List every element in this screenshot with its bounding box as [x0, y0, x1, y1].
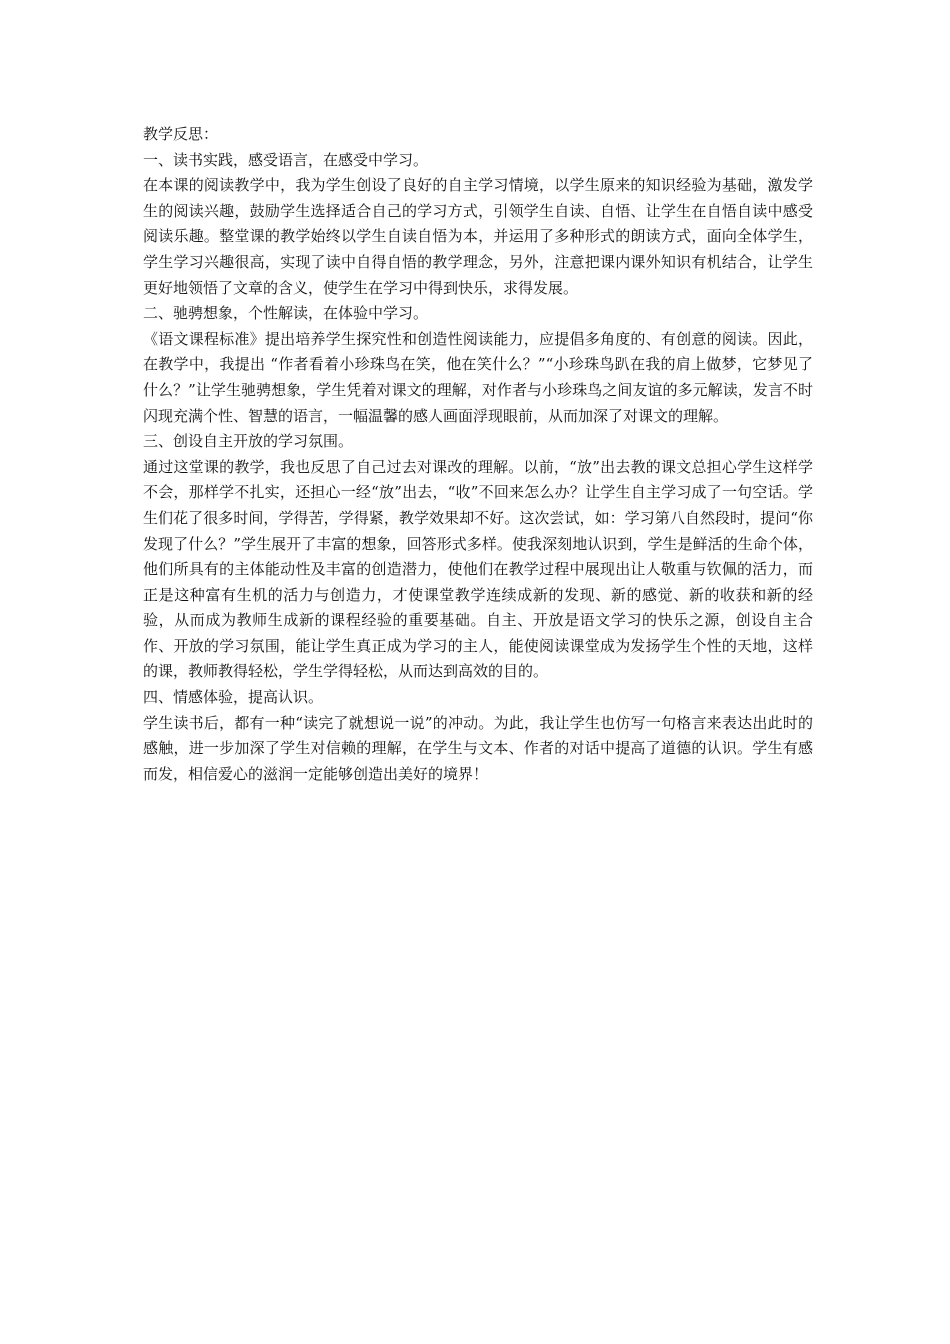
document-page — [143, 122, 813, 787]
section-3-heading: 三、创设自主开放的学习氛围。 — [143, 432, 354, 451]
section-4-heading: 四、情感体验，提高认识。 — [143, 688, 324, 707]
section-2-body: 《语文课程标准》提出培养学生探究性和创造性阅读能力，应提倡多角度的、有创意的阅读。因此，在教学中，我提出 “作者看着小珍珠鸟在笑，他在笑什么？”“小珍珠鸟趴在我的肩上做梦，它梦见了什么？”让学生驰骋想象，学生凭着对课文的理解，对作者与小珍珠鸟之间友谊的多元解读，发言不时闪现充满个性、智慧的语言，一幅温馨的感人画面浮现眼前，从而加深了对课文的理解。 — [143, 329, 813, 425]
section-4-body: 学生读书后，都有一种“读完了就想说一说”的冲动。为此，我让学生也仿写一句格言来表达出此时的感触，进一步加深了学生对信赖的理解，在学生与文本、作者的对话中提高了道德的认识。学生有感而发，相信爱心的滋润一定能够创造出美好的境界！ — [143, 713, 813, 783]
section-2-heading: 二、驰骋想象，个性解读，在体验中学习。 — [143, 304, 429, 323]
section-3-body: 通过这堂课的教学，我也反思了自己过去对课改的理解。以前，“放”出去教的课文总担心学生这样学不会，那样学不扎实，还担心一经“放”出去，“收”不回来怎么办？让学生自主学习成了一句空话。学生们花了很多时间，学得苦，学得紧，教学效果却不好。这次尝试，如：学习第八自然段时，提问“你发现了什么？”学生展开了丰富的想象，回答形式多样。使我深刻地认识到，学生是鲜活的生命个体，他们所具有的主体能动性及丰富的创造潜力，使他们在教学过程中展现出让人敬重与钦佩的活力，而正是这种富有生机的活力与创造力，才使课堂教学连续成新的发现、新的感觉、新的收获和新的经验，从而成为教师生成新的课程经验的重要基础。自主、开放是语文学习的快乐之源，创设自主合作、开放的学习氛围，能让学生真正成为学习的主人，能使阅读课堂成为发扬学生个性的天地，这样的课，教师教得轻松，学生学得轻松，从而达到高效的目的。 — [143, 457, 813, 681]
section-1-heading: 一、读书实践，感受语言，在感受中学习。 — [143, 150, 429, 169]
document-title: 教学反思： — [143, 125, 219, 143]
section-1-body: 在本课的阅读教学中，我为学生创设了良好的自主学习情境，以学生原来的知识经验为基础，激发学生的阅读兴趣，鼓励学生选择适合自己的学习方式，引领学生自读、自悟、让学生在自悟自读中感受阅读乐趣。整堂课的教学始终以学生自读自悟为本，并运用了多种形式的朗读方式，面向全体学生，学生学习兴趣很高，实现了读中自得自悟的教学理念，另外，注意把课内课外知识有机结合，让学生更好地领悟了文章的含义，使学生在学习中得到快乐，求得发展。 — [143, 176, 813, 297]
